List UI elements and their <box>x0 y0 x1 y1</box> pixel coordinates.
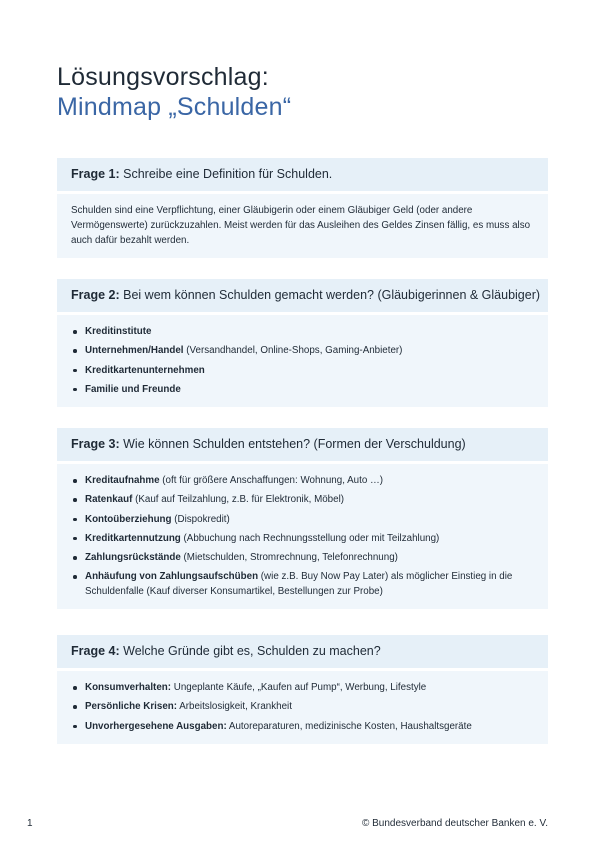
question-card-4 <box>57 635 548 744</box>
question-card-2 <box>57 279 548 407</box>
bullet-icon <box>73 388 77 392</box>
list-item: Kontoüberziehung (Dispokredit) <box>71 512 534 527</box>
bullet-icon <box>73 705 77 709</box>
copyright-text: © Bundesverband deutscher Banken e. V. <box>361 818 548 829</box>
bullet-icon <box>73 369 77 373</box>
answer-box <box>57 194 548 258</box>
bullet-icon <box>73 479 77 483</box>
list-item: Persönliche Krisen: Arbeitslosigkeit, Krankheit <box>71 699 534 714</box>
list-item: Familie und Freunde <box>71 382 534 397</box>
bullet-icon <box>73 349 77 353</box>
title-line-1: Lösungsvorschlag: <box>57 63 269 91</box>
bullet-icon <box>73 498 77 502</box>
question-text: Wie können Schulden entstehen? (Formen der Verschuldung) <box>123 437 466 451</box>
list-item: Ratenkauf (Kauf auf Teilzahlung, z.B. für Elektronik, Möbel) <box>71 492 534 507</box>
list-item: Unvorhergesehene Ausgaben: Autoreparaturen, medizinische Kosten, Haushaltsgeräte <box>71 719 534 734</box>
list-item: Konsumverhalten: Ungeplante Käufe, „Kaufen auf Pump“, Werbung, Lifestyle <box>71 680 534 695</box>
answer-box <box>57 671 548 744</box>
question-label: Frage 4: <box>71 644 120 658</box>
bullet-icon <box>73 725 77 729</box>
question-label: Frage 3: <box>71 437 120 451</box>
question-card-3 <box>57 428 548 609</box>
bullet-icon <box>73 537 77 541</box>
page-title <box>57 62 291 122</box>
question-header <box>57 279 548 312</box>
question-text: Schreibe eine Definition für Schulden. <box>123 167 333 181</box>
question-label: Frage 2: <box>71 288 120 302</box>
bullet-icon <box>73 330 77 334</box>
page-number: 1 <box>27 818 33 829</box>
question-text: Bei wem können Schulden gemacht werden? (Gläubigerinnen & Gläubiger) <box>123 288 541 302</box>
list-item: Unternehmen/Handel (Versandhandel, Online-Shops, Gaming-Anbieter) <box>71 343 534 358</box>
bullet-icon <box>73 686 77 690</box>
question-label: Frage 1: <box>71 167 120 181</box>
list-item: Kreditinstitute <box>71 324 534 339</box>
question-text: Welche Gründe gibt es, Schulden zu machen? <box>123 644 381 658</box>
answer-text: Schulden sind eine Verpflichtung, einer Gläubigerin oder einem Gläubiger Geld (oder andere Vermögenswerte) zurückzuzahlen. Meist werden für das Ausleihen des Geldes Zinsen fällig, es muss also auch dafür bezahlt werden. <box>71 205 531 246</box>
question-header <box>57 158 548 191</box>
title-line-2: Mindmap „Schulden“ <box>57 93 292 121</box>
list-item: Kreditkartennutzung (Abbuchung nach Rechnungsstellung oder mit Teilzahlung) <box>71 531 534 546</box>
answer-list <box>71 680 534 734</box>
question-header <box>57 635 548 668</box>
list-item: Anhäufung von Zahlungsaufschüben (wie z.B. Buy Now Pay Later) als möglicher Einstieg in die Schuldenfalle (Kauf diverser Konsumartikel, Bestellungen zur Probe) <box>71 569 534 599</box>
answer-list <box>71 473 534 599</box>
bullet-icon <box>73 575 77 579</box>
list-item: Kreditaufnahme (oft für größere Anschaffungen: Wohnung, Auto …) <box>71 473 534 488</box>
question-card-1 <box>57 158 548 258</box>
list-item: Kreditkartenunternehmen <box>71 363 534 378</box>
answer-box <box>57 464 548 609</box>
answer-box <box>57 315 548 407</box>
list-item: Zahlungsrückstände (Mietschulden, Stromrechnung, Telefonrechnung) <box>71 550 534 565</box>
bullet-icon <box>73 518 77 522</box>
bullet-icon <box>73 556 77 560</box>
answer-list <box>71 324 534 397</box>
question-header <box>57 428 548 461</box>
